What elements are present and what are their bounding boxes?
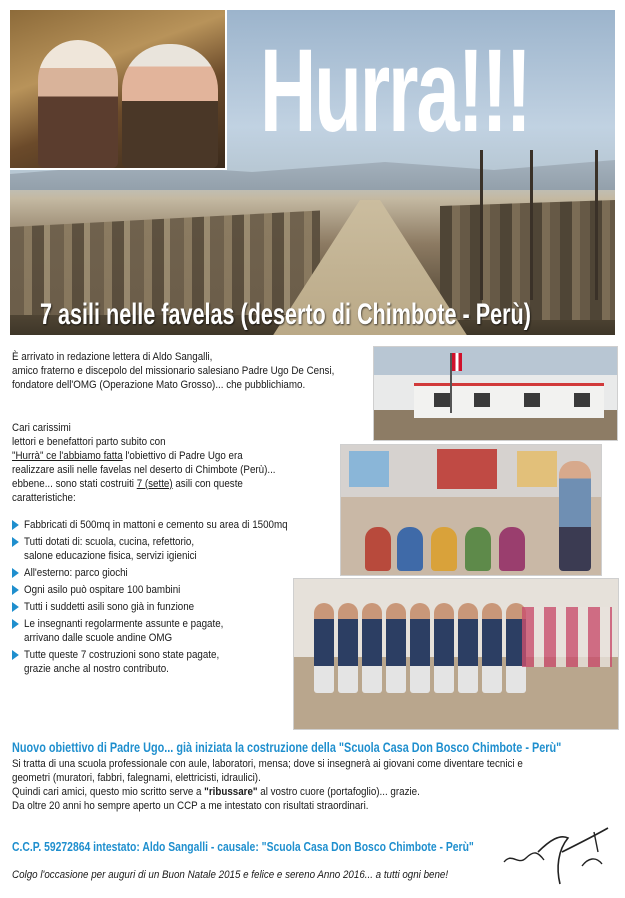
peru-flag-icon (452, 353, 462, 371)
child (365, 527, 391, 571)
photo-classroom (340, 444, 602, 576)
window (434, 393, 450, 407)
feature-text: Tutti dotati di: scuola, cucina, refettorio, (24, 536, 195, 548)
letter-paragraph (12, 421, 276, 505)
new-goal-emphasis: "ribussare" (204, 786, 258, 798)
child (338, 603, 358, 693)
child (431, 527, 457, 571)
intro-paragraph (12, 350, 334, 392)
child (458, 603, 478, 693)
feature-text: Le insegnanti regolarmente assunte e pagate, (24, 618, 224, 630)
letter-line (12, 449, 276, 463)
letter-line: lettori e benefattori parto subito con (12, 436, 166, 448)
feature-item (12, 648, 288, 676)
feature-item (12, 566, 288, 580)
letter-line: caratteristiche: (12, 492, 76, 504)
child (362, 603, 382, 693)
new-goal-line: geometri (muratori, fabbri, falegnami, elettricisti, idraulici). (12, 772, 261, 784)
new-goal-text: al vostro cuore (portafoglio)... grazie. (257, 786, 420, 798)
feature-text: All'esterno: parco giochi (24, 567, 128, 579)
wall-poster (517, 451, 557, 487)
feature-text: Tutti i suddetti asili sono già in funzione (24, 601, 195, 613)
arrow-bullet-icon (12, 585, 19, 595)
wall-board (437, 449, 497, 489)
letter-quote: "Hurrà" ce l'abbiamo fatta (12, 450, 123, 462)
feature-item (12, 600, 288, 614)
child (499, 527, 525, 571)
photo-school-building (373, 346, 618, 441)
new-goal-body (12, 757, 523, 813)
arrow-bullet-icon (12, 602, 19, 612)
hero-pole (480, 150, 483, 300)
intro-line: fondatore dell'OMG (Operazione Mato Grosso)... che pubblichiamo. (12, 379, 306, 391)
feature-item (12, 535, 288, 563)
hero-photo (10, 10, 615, 335)
child (482, 603, 502, 693)
intro-line: È arrivato in redazione lettera di Aldo Sangalli, (12, 351, 213, 363)
feature-text: Tutte queste 7 costruzioni sono state pagate, (24, 649, 220, 661)
inset-man-right (122, 44, 218, 168)
new-goal-text: Quindi cari amici, questo mio scritto serve a (12, 786, 205, 798)
teacher (559, 461, 591, 571)
arrow-bullet-icon (12, 568, 19, 578)
window (524, 393, 540, 407)
feature-item (12, 518, 288, 532)
arrow-bullet-icon (12, 520, 19, 530)
child (434, 603, 454, 693)
new-goal-title: Nuovo obiettivo di Padre Ugo... già iniziata la costruzione della "Scuola Casa Don Bosco Chimbote - Perù" (12, 740, 562, 755)
child (314, 603, 334, 693)
feature-text: Fabbricati di 500mq in mattoni e cemento su area di 1500mq (24, 519, 288, 531)
letter-count: 7 (sette) (136, 478, 173, 490)
wall-bags (522, 607, 612, 667)
arrow-bullet-icon (12, 650, 19, 660)
feature-item (12, 617, 288, 645)
closing-line: Colgo l'occasione per auguri di un Buon Natale 2015 e felice e sereno Anno 2016... a tutti ogni bene! (12, 869, 449, 881)
inset-photo-two-men (10, 10, 227, 170)
feature-text: grazie anche al nostro contributo. (24, 663, 169, 675)
window (474, 393, 490, 407)
feature-text: Ogni asilo può ospitare 100 bambini (24, 584, 181, 596)
headline: Hurra!!! (260, 25, 530, 157)
feature-text: salone educazione fisica, servizi igienici (24, 550, 197, 562)
photo-children-group (293, 578, 619, 730)
ccp-line: C.C.P. 59272864 intestato: Aldo Sangalli - causale: "Scuola Casa Don Bosco Chimbote - Perù" (12, 840, 474, 854)
hero-pole (530, 150, 533, 300)
arrow-bullet-icon (12, 537, 19, 547)
letter-text: ebbene... sono stati costruiti (12, 478, 137, 490)
new-goal-line (12, 785, 523, 799)
feature-text: arrivano dalle scuole andine OMG (24, 632, 173, 644)
letter-salutation: Cari carissimi (12, 422, 71, 434)
subtitle: 7 asili nelle favelas (deserto di Chimbote - Perù) (40, 298, 531, 331)
new-goal-line: Si tratta di una scuola professionale con aule, laboratori, mensa; dove si insegnerà ai giovani come diventare tecnici e (12, 758, 523, 770)
child (465, 527, 491, 571)
letter-line (12, 477, 276, 491)
child (397, 527, 423, 571)
letter-line: realizzare asili nelle favelas nel deserto di Chimbote (Perù)... (12, 464, 276, 476)
feature-item (12, 583, 288, 597)
new-goal-line: Da oltre 20 anni ho sempre aperto un CCP a me intestato con risultati straordinari. (12, 800, 369, 812)
child (410, 603, 430, 693)
intro-line: amico fraterno e discepolo del missionario salesiano Padre Ugo De Censi, (12, 365, 335, 377)
inset-man-left (38, 40, 118, 168)
letter-text: asili con queste (172, 478, 243, 490)
signature-image (498, 822, 616, 892)
feature-list (12, 518, 288, 679)
letter-text: l'obiettivo di Padre Ugo era (122, 450, 243, 462)
hero-pole (595, 150, 598, 300)
wall-poster (349, 451, 389, 487)
window (574, 393, 590, 407)
arrow-bullet-icon (12, 619, 19, 629)
child (386, 603, 406, 693)
